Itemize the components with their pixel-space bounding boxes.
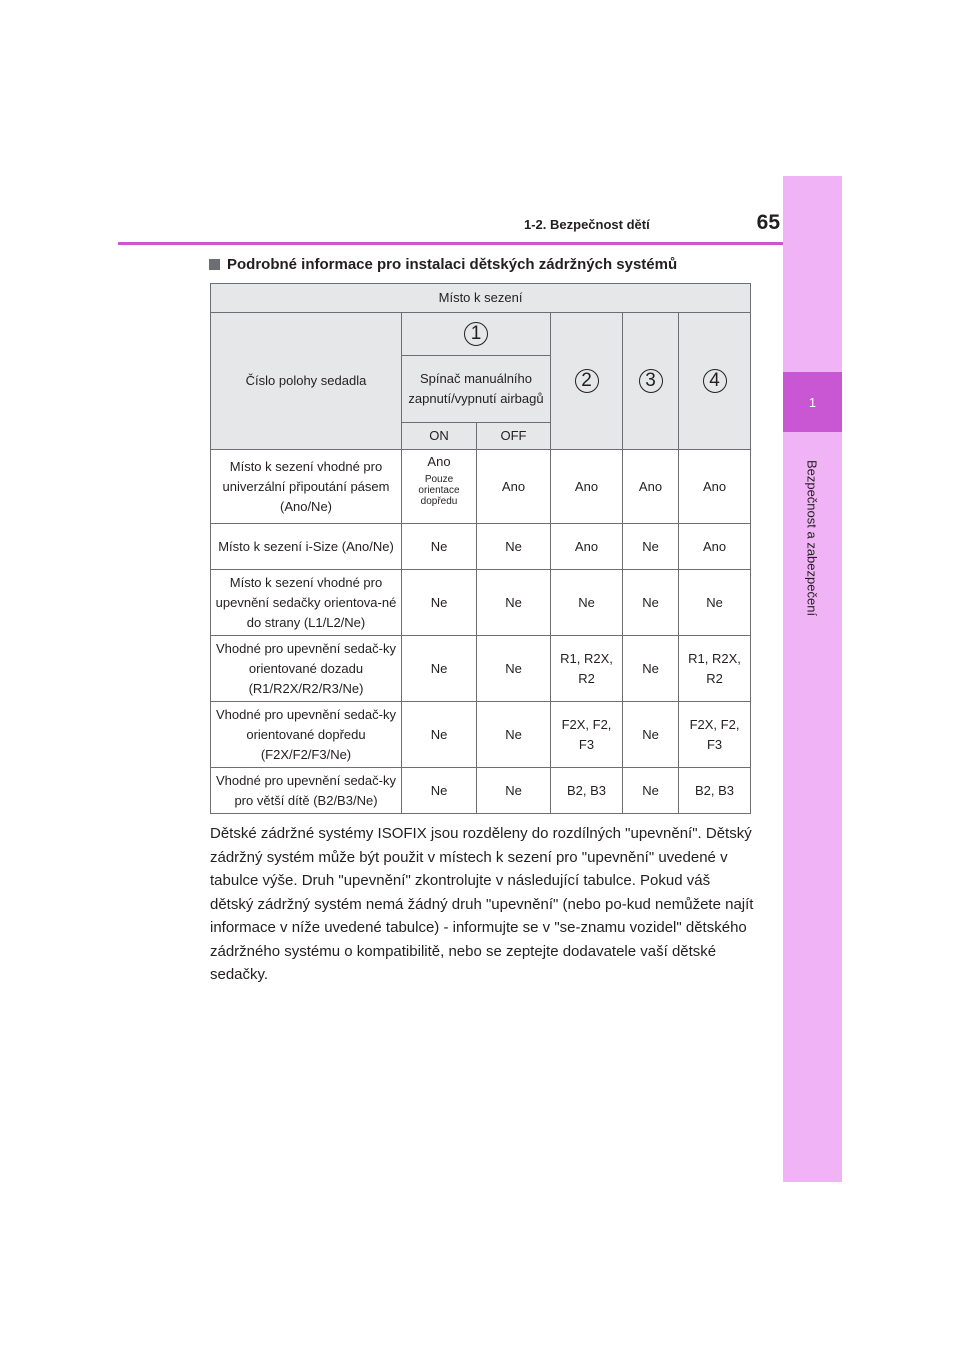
section-title: 1-2. Bezpečnost dětí — [524, 217, 650, 232]
cell-seat2: F2X, F2, F3 — [551, 702, 623, 768]
cell-seat4: R1, R2X, R2 — [679, 636, 751, 702]
chapter-side-tab — [783, 176, 842, 1182]
page-number: 65 — [756, 211, 780, 234]
cell-seat1-on: Ne — [402, 768, 477, 814]
cell-note: Pouze orientace dopředu — [418, 474, 460, 507]
seat-3-circle-icon: 3 — [639, 369, 663, 393]
body-paragraph: Dětské zádržné systémy ISOFIX jsou rozděleny do rozdílných "upevnění". Dětský zádržný systém může být použit v místech k sezení pro "upevnění" uvedené v tabulce výše. Druh "upevnění" zkontrolujte v následující tabulce. Pokud váš dětský zádržný systém nemá žádný druh "upevnění" (nebo po-kud nemůžete najít informace v níže uvedené tabulce) - informujte se v "se-znamu vozidel" dětského zádržného systému o kompatibilitě, nebo se zeptejte dodavatele vaší dětské sedačky. — [210, 825, 754, 983]
row-label: Vhodné pro upevnění sedač-ky orientované dozadu (R1/R2X/R2/R3/Ne) — [211, 636, 402, 702]
seat-4-circle-icon: 4 — [703, 369, 727, 393]
cell-seat1-off: Ne — [477, 702, 551, 768]
seat-number-header: Číslo polohy sedadla — [211, 313, 402, 450]
cell-seat4: Ne — [679, 570, 751, 636]
cell-seat1-on: Ne — [402, 702, 477, 768]
cell-seat1-off: Ne — [477, 524, 551, 570]
row-label: Místo k sezení vhodné pro univerzální připoutání pásem (Ano/Ne) — [211, 450, 402, 524]
table-row — [211, 702, 751, 768]
cell-seat4: Ano — [679, 524, 751, 570]
seat-1-header — [402, 313, 551, 356]
square-bullet-icon — [209, 259, 220, 270]
cell-seat4: F2X, F2, F3 — [679, 702, 751, 768]
row-label: Vhodné pro upevnění sedač-ky orientované dopředu (F2X/F2/F3/Ne) — [211, 702, 402, 768]
subheading-text: Podrobné informace pro instalaci dětských zádržných systémů — [227, 256, 678, 273]
cell-seat1-on — [402, 450, 477, 524]
cell-seat2: R1, R2X, R2 — [551, 636, 623, 702]
chapter-number-badge: 1 — [783, 372, 842, 432]
cell-value: Ano — [427, 454, 451, 469]
header-divider — [118, 242, 783, 245]
row-label: Místo k sezení i-Size (Ano/Ne) — [211, 524, 402, 570]
cell-seat1-on: Ne — [402, 570, 477, 636]
cell-seat2: Ne — [551, 570, 623, 636]
cell-seat1-off: Ano — [477, 450, 551, 524]
seat-1-circle-icon: 1 — [464, 322, 488, 346]
chapter-title-vertical: Bezpečnost a zabezpečení — [804, 459, 820, 617]
seating-position-header: Místo k sezení — [211, 284, 751, 313]
cell-seat1-off: Ne — [477, 768, 551, 814]
seat-4-header — [679, 313, 751, 450]
cell-seat3: Ano — [623, 450, 679, 524]
seat-3-header — [623, 313, 679, 450]
table-row — [211, 524, 751, 570]
cell-seat1-on: Ne — [402, 524, 477, 570]
seat-2-header — [551, 313, 623, 450]
cell-seat1-on: Ne — [402, 636, 477, 702]
isofix-seat-table — [210, 283, 751, 814]
cell-seat3: Ne — [623, 524, 679, 570]
cell-seat2: B2, B3 — [551, 768, 623, 814]
cell-seat4: B2, B3 — [679, 768, 751, 814]
cell-seat1-off: Ne — [477, 636, 551, 702]
airbag-switch-header: Spínač manuálního zapnutí/vypnutí airbagů — [402, 356, 551, 423]
cell-seat3: Ne — [623, 636, 679, 702]
cell-seat4: Ano — [679, 450, 751, 524]
table-row — [211, 450, 751, 524]
cell-seat1-off: Ne — [477, 570, 551, 636]
cell-seat3: Ne — [623, 768, 679, 814]
switch-off-header: OFF — [477, 423, 551, 450]
table-row — [211, 570, 751, 636]
cell-seat3: Ne — [623, 702, 679, 768]
cell-seat2: Ano — [551, 450, 623, 524]
cell-seat3: Ne — [623, 570, 679, 636]
subheading — [209, 256, 769, 273]
switch-on-header: ON — [402, 423, 477, 450]
row-label: Vhodné pro upevnění sedač-ky pro větší dítě (B2/B3/Ne) — [211, 768, 402, 814]
table-row — [211, 768, 751, 814]
table-row — [211, 636, 751, 702]
seat-2-circle-icon: 2 — [575, 369, 599, 393]
cell-seat2: Ano — [551, 524, 623, 570]
row-label: Místo k sezení vhodné pro upevnění sedačky orientova-né do strany (L1/L2/Ne) — [211, 570, 402, 636]
